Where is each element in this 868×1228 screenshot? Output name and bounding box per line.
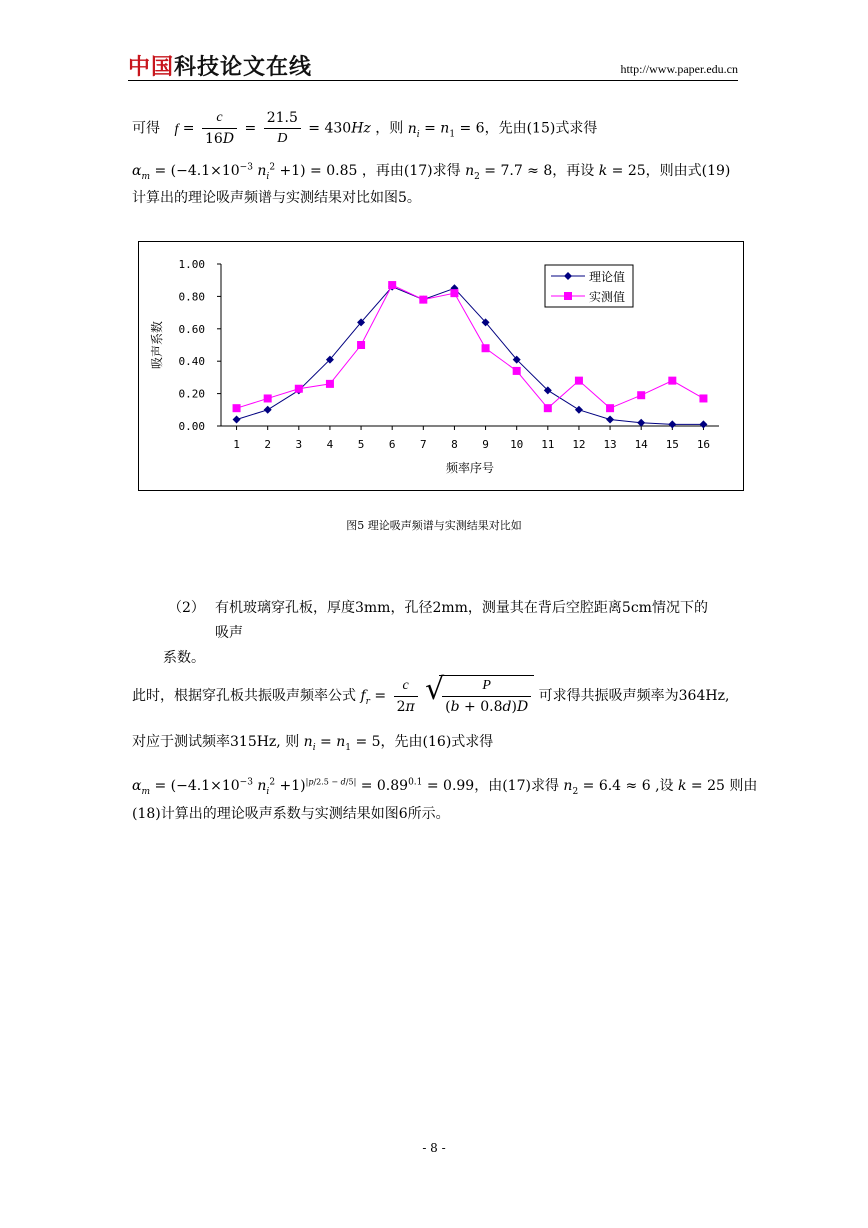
x-tick-label: 4	[326, 438, 334, 451]
para2-line-b-prefix: 对应于测试频率315Hz, 则	[132, 734, 300, 750]
x-tick-label: 5	[357, 438, 365, 451]
x-tick-label: 13	[603, 438, 617, 451]
x-tick-label: 11	[541, 438, 555, 451]
item2-text-3: 系数。	[163, 650, 205, 666]
data-point-square	[699, 394, 707, 402]
x-tick-label: 16	[696, 438, 711, 451]
header-url[interactable]: http://www.paper.edu.cn	[620, 62, 738, 76]
data-point-diamond	[699, 420, 707, 428]
para1-line2-tail: ，则由式(19)	[645, 163, 731, 179]
data-point-diamond	[668, 420, 676, 428]
data-point-square	[668, 377, 676, 385]
data-point-square	[606, 404, 614, 412]
para1-line1-prefix: 可得	[132, 120, 160, 137]
x-tick-label: 15	[665, 438, 679, 451]
header-divider	[128, 80, 738, 81]
para1-line2-mid1: ，再由(17)求得	[361, 163, 461, 179]
y-tick-label: 0.00	[178, 420, 205, 433]
x-tick-label: 14	[634, 438, 648, 451]
x-tick-label: 10	[510, 438, 524, 451]
data-point-diamond	[264, 406, 272, 414]
x-tick-label: 7	[420, 438, 427, 451]
data-point-square	[637, 391, 645, 399]
x-axis-label: 频率序号	[445, 461, 495, 475]
data-point-square	[264, 394, 272, 402]
data-point-diamond	[606, 416, 614, 424]
data-point-square	[544, 404, 552, 412]
data-point-square	[419, 296, 427, 304]
item2-number: （2）	[168, 600, 205, 616]
chart-svg	[139, 242, 743, 490]
logo-red-text: 中国	[128, 55, 175, 80]
item2-text-1: 有机玻璃穿孔板，厚度3mm，孔径2mm，测量其在背后空腔距离5cm情况下的	[215, 600, 708, 616]
data-point-square	[388, 281, 396, 289]
data-point-diamond	[233, 416, 241, 424]
data-point-square	[482, 344, 490, 352]
data-point-square	[357, 341, 365, 349]
para1-line1-tail: ，先由(15)式求得	[484, 120, 598, 137]
para2-line-a-tail: 可求得共振吸声频率为364Hz,	[538, 688, 730, 704]
para1-line3: 计算出的理论吸声频谱与实测结果对比如图5。	[132, 190, 421, 206]
para1-line1-suffix: ，则	[375, 120, 404, 137]
para2-line-c-mid: ，由(17)求得	[474, 778, 559, 794]
x-tick-label: 3	[295, 438, 303, 451]
para2-line-a: 此时，根据穿孔板共振吸声频率公式 $f_r$ = $\frac{c}{2\pi}$ √ $\frac{P}{(b + 0.8d)D}$ 可求得共振吸声频率为364Hz,	[132, 675, 729, 717]
data-point-square	[233, 404, 241, 412]
para2-line-b: 对应于测试频率315Hz, 则 $n_i = n_1 = 5$，先由(16)式求得	[132, 734, 494, 753]
y-tick-label: 1.00	[178, 258, 205, 271]
data-point-square	[513, 367, 521, 375]
para2-line-b-tail: ，先由(16)式求得	[380, 734, 494, 750]
data-point-square	[575, 377, 583, 385]
legend-label: 实测值	[589, 290, 626, 304]
x-tick-label: 2	[264, 438, 271, 451]
x-tick-label: 8	[451, 438, 458, 451]
x-tick-label: 9	[482, 438, 489, 451]
page-number: - 8 -	[422, 1141, 446, 1155]
x-tick-label: 1	[233, 438, 240, 451]
para1-line2-mid2: ，再设	[552, 163, 595, 179]
y-axis-label: 吸声系数	[150, 320, 164, 370]
y-tick-label: 0.60	[178, 322, 205, 336]
x-tick-label: 12	[572, 438, 586, 451]
data-point-square	[450, 289, 458, 297]
data-point-square	[295, 385, 303, 393]
y-tick-label: 0.40	[178, 355, 205, 369]
item2-text-2: 吸声	[215, 625, 243, 641]
para2-line-a-prefix: 此时，根据穿孔板共振吸声频率公式	[132, 688, 356, 704]
x-tick-label: 6	[388, 438, 396, 451]
y-tick-label: 0.80	[178, 290, 205, 304]
para1-line1: 可得 f = $\frac{c}{16D}$ = $\frac{21.5}{D}$ = 430Hz ，则 $n_i = n_1 = 6$，先由(15)式求得	[132, 110, 598, 147]
para1-line2: $\alpha_m = (-4.1\times 10^{-3}$ $n_i^2 +1) = 0.85$ ，再由(17)求得 $n_2 = 7.7 \approx 8$，再设 k = 25，则由式(19)	[132, 162, 731, 182]
para2-line-c-tail: 则由	[729, 778, 758, 794]
figure-caption: 图5 理论吸声频谱与实测结果对比如	[346, 519, 522, 532]
figure5-chart	[138, 241, 744, 491]
y-tick-label: 0.20	[178, 387, 205, 401]
data-point-diamond	[575, 406, 583, 414]
para2-line-d: (18)计算出的理论吸声系数与实测结果如图6所示。	[132, 806, 450, 822]
legend-label: 理论值	[589, 270, 626, 284]
data-point-square	[326, 380, 334, 388]
para2-line-c: $\alpha_m = (-4.1\times 10^{-3}$ $n_i^2 +1)^{|p/2.5 - d/5|} = 0.89^{0.1} = 0.99$，由(17)求得 $n_2 = 6.4 \approx 6$ ,设 k = 25 则由	[132, 777, 758, 797]
legend-marker-square	[564, 292, 572, 300]
site-logo	[128, 50, 312, 81]
logo-black-text: 科技论文在线	[174, 55, 313, 80]
